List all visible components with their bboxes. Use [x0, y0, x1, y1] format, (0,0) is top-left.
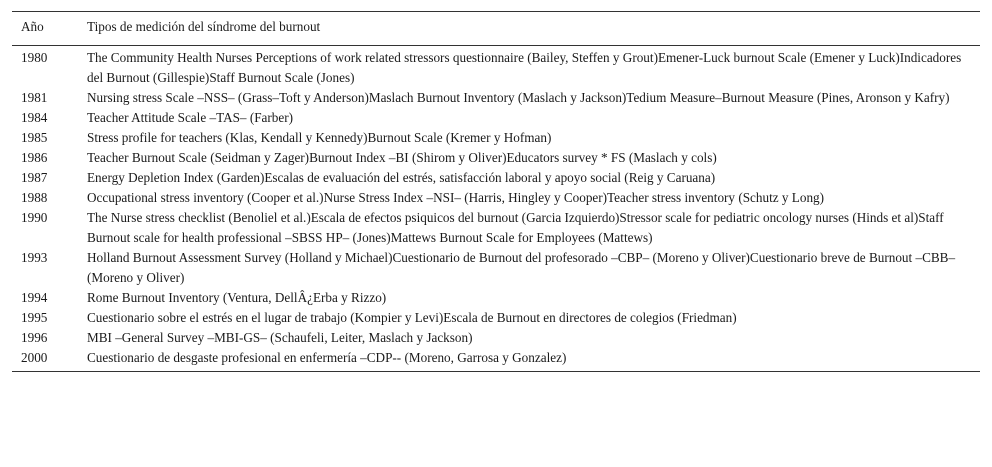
- table-row: [12, 128, 980, 148]
- measures-cell: Rome Burnout Inventory (Ventura, DellÂ¿Erba y Rizzo): [87, 290, 387, 305]
- year-cell: 1987: [21, 170, 48, 185]
- measures-cell: Nursing stress Scale –NSS– (Grass–Toft y Anderson)Maslach Burnout Inventory (Maslach y Jackson)Tedium Measure–Burnout Measure (Pines, Aronson y Kafry): [87, 90, 950, 105]
- measures-cell: MBI –General Survey –MBI-GS– (Schaufeli, Leiter, Maslach y Jackson): [87, 330, 473, 345]
- table-row: [12, 168, 980, 188]
- year-cell: 1995: [21, 310, 48, 325]
- year-cell: 1981: [21, 90, 48, 105]
- table-row: [12, 308, 980, 328]
- year-cell: 1986: [21, 150, 48, 165]
- measures-cell: Teacher Burnout Scale (Seidman y Zager)Burnout Index –BI (Shirom y Oliver)Educators survey * FS (Maslach y cols): [87, 150, 717, 165]
- year-cell: 1990: [21, 210, 48, 225]
- table-row: [12, 188, 980, 208]
- year-cell: 1980: [21, 50, 48, 65]
- measures-cell: The Community Health Nurses Perceptions of work related stressors questionnaire (Bailey, Steffen y Grout)Emener-Luck burnout Scale (Emener y Luck)Indicadores del Burnout (Gillespie)Staff Burnout Scale (Jones): [87, 50, 962, 85]
- measures-cell: Teacher Attitude Scale –TAS– (Farber): [87, 110, 294, 125]
- year-cell: 1988: [21, 190, 48, 205]
- measures-cell: Stress profile for teachers (Klas, Kendall y Kennedy)Burnout Scale (Kremer y Hofman): [87, 130, 552, 145]
- table-row: [12, 248, 980, 288]
- table-row: [12, 88, 980, 108]
- table-row: [12, 348, 980, 372]
- year-column-header: Año: [21, 19, 44, 34]
- table-header: [12, 12, 980, 46]
- year-cell: 1985: [21, 130, 48, 145]
- year-cell: 1994: [21, 290, 48, 305]
- measures-cell: Holland Burnout Assessment Survey (Holland y Michael)Cuestionario de Burnout del profesorado –CBP– (Moreno y Oliver)Cuestionario breve de Burnout –CBB– (Moreno y Oliver): [87, 250, 956, 285]
- year-cell: 1984: [21, 110, 48, 125]
- year-cell: 1996: [21, 330, 48, 345]
- measures-cell: The Nurse stress checklist (Benoliel et al.)Escala de efectos psiquicos del burnout (Garcia Izquierdo)Stressor scale for pediatric oncology nurses (Hinds et al)Staff Burnout scale for health professional –SBSS HP– (Jones)Mattews Burnout Scale for Employees (Mattews): [87, 210, 944, 245]
- header-row: [12, 12, 980, 46]
- description-column-header: Tipos de medición del síndrome del burnout: [87, 19, 321, 34]
- table-body: [12, 46, 980, 372]
- measures-cell: Occupational stress inventory (Cooper et al.)Nurse Stress Index –NSI– (Harris, Hingley y Cooper)Teacher stress inventory (Schutz y Long): [87, 190, 825, 205]
- measures-cell: Energy Depletion Index (Garden)Escalas de evaluación del estrés, satisfacción laboral y apoyo social (Reig y Caruana): [87, 170, 716, 185]
- burnout-measures-table-container: [12, 11, 980, 372]
- table-row: [12, 108, 980, 128]
- table-row: [12, 46, 980, 89]
- measures-cell: Cuestionario de desgaste profesional en enfermería –CDP-- (Moreno, Garrosa y Gonzalez): [87, 350, 567, 365]
- burnout-measures-table: [12, 11, 980, 372]
- year-cell: 2000: [21, 350, 48, 365]
- measures-cell: Cuestionario sobre el estrés en el lugar de trabajo (Kompier y Levi)Escala de Burnout en directores de colegios (Friedman): [87, 310, 737, 325]
- table-row: [12, 288, 980, 308]
- table-row: [12, 208, 980, 248]
- year-cell: 1993: [21, 250, 48, 265]
- table-row: [12, 148, 980, 168]
- table-row: [12, 328, 980, 348]
